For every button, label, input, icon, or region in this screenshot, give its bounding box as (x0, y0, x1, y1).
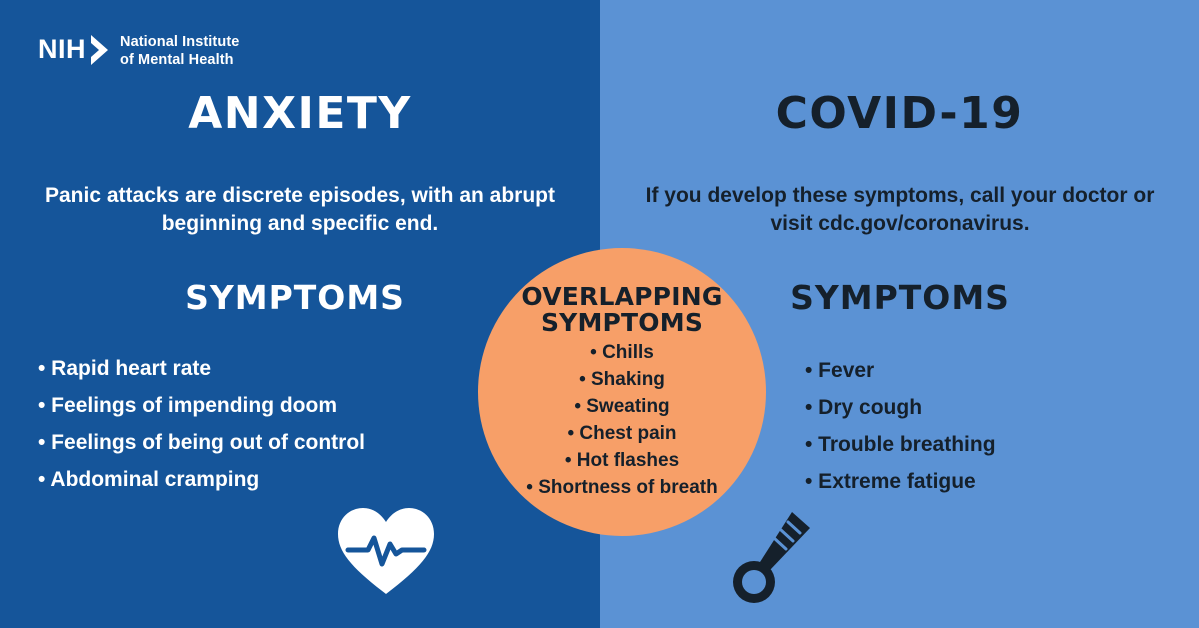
thermometer-icon (726, 508, 818, 608)
overlapping-symptoms-heading-line2: SYMPTOMS (540, 308, 704, 338)
nih-logo (38, 28, 239, 74)
list-item: • Trouble breathing (805, 433, 996, 456)
list-item: • Hot flashes (564, 449, 680, 471)
list-item: • Shaking (579, 368, 665, 390)
nih-logo-wordmark (120, 33, 239, 69)
covid-symptoms-heading: SYMPTOMS (790, 278, 1010, 317)
list-item: • Chills (590, 341, 654, 363)
list-item: • Extreme fatigue (805, 470, 976, 493)
list-item: • Fever (805, 359, 875, 382)
covid-title: COVID-19 (775, 88, 1024, 139)
list-item: • Chest pain (567, 422, 677, 444)
list-item: • Rapid heart rate (38, 357, 212, 380)
list-item: • Shortness of breath (526, 476, 718, 498)
list-item: • Dry cough (805, 396, 923, 419)
nih-logo-line1: National Institute (120, 33, 240, 50)
anxiety-title: ANXIETY (188, 88, 412, 139)
covid-symptoms-list (805, 360, 996, 508)
overlapping-symptoms-circle (478, 248, 766, 536)
list-item: • Abdominal cramping (38, 468, 260, 491)
overlapping-symptoms-heading-line1: OVERLAPPING (521, 282, 723, 311)
anxiety-symptoms-list (38, 358, 365, 506)
list-item: • Feelings of being out of control (38, 431, 365, 454)
nih-logo-line2: of Mental Health (120, 52, 234, 68)
list-item: • Feelings of impending doom (38, 394, 338, 417)
anxiety-symptoms-heading: SYMPTOMS (185, 278, 405, 317)
anxiety-description: Panic attacks are discrete episodes, with an abrupt beginning and specific end. (44, 184, 556, 236)
covid-description: If you develop these symptoms, call your doctor or visit cdc.gov/coronavirus. (645, 184, 1155, 236)
list-item: • Sweating (574, 395, 670, 417)
nih-logo-mark-text: NIH (38, 34, 86, 64)
chevron-right-icon (91, 35, 108, 65)
heart-with-heartbeat-icon (336, 506, 436, 596)
overlapping-symptoms-heading (521, 284, 722, 337)
nih-logo-mark (38, 28, 110, 74)
overlapping-symptoms-list (526, 343, 717, 505)
